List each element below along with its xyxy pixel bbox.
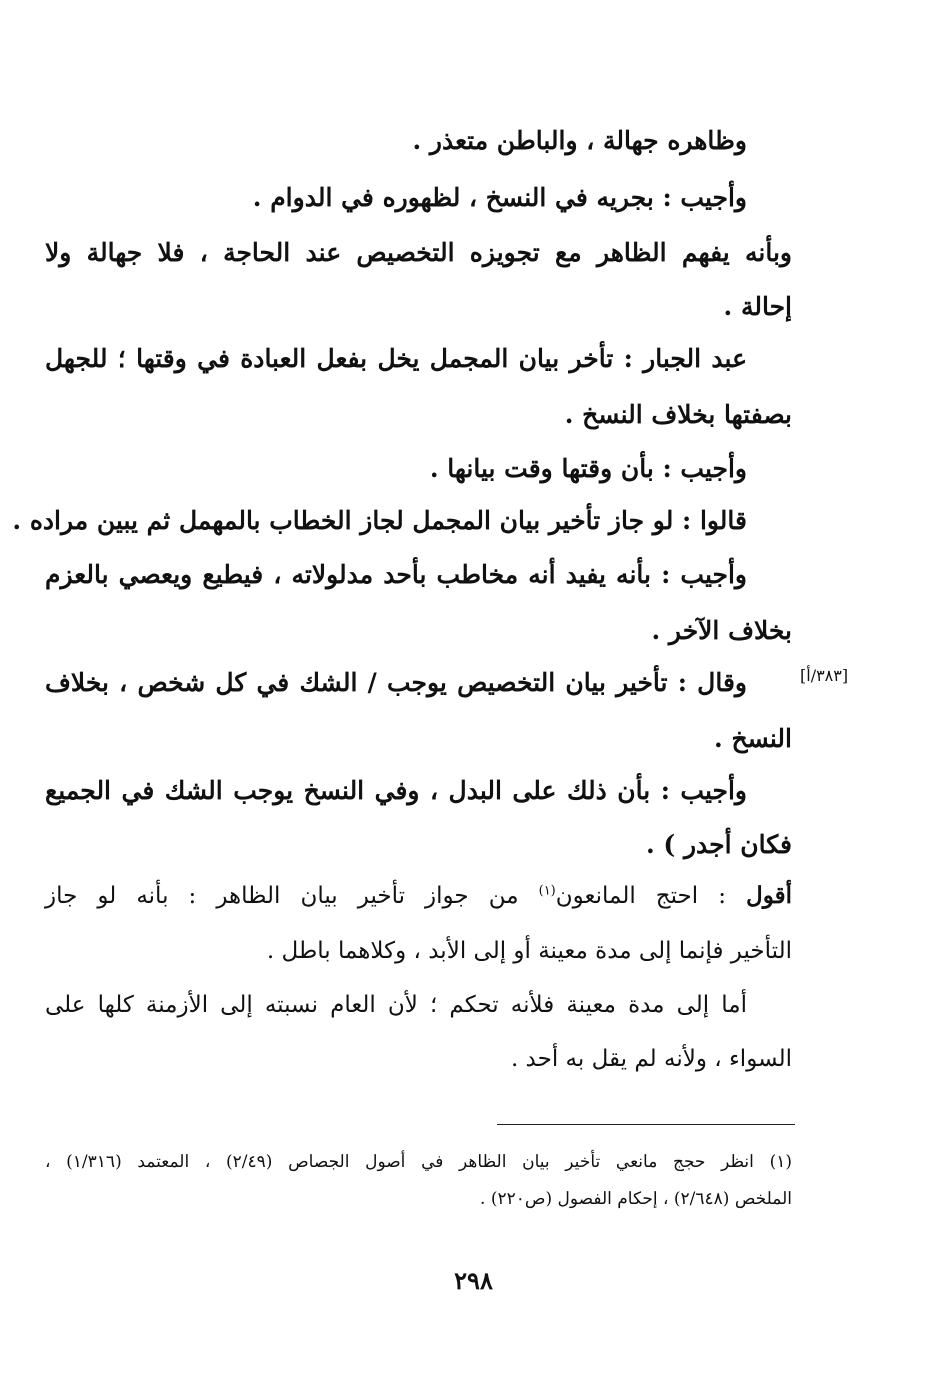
text-line-1: وظاهره جهالة ، والباطن متعذر . (412, 126, 747, 155)
text-line-14: فكان أجدر ) . (646, 830, 792, 859)
commentary-lead: أقول (746, 882, 793, 909)
text-line-7: وأجيب : بأن وقتها وقت بيانها . (429, 454, 747, 483)
commentary-line-1 (45, 884, 792, 908)
text-line-2: وأجيب : بجريه في النسخ ، لظهوره في الدوام . (252, 183, 747, 212)
text-line-8: قالوا : لو جاز تأخير بيان المجمل لجاز الخطاب بالمهمل ثم يبين مراده . (12, 506, 747, 535)
footnote-divider (497, 1124, 795, 1125)
text-line-11: وقال : تأخير بيان التخصيص يوجب / الشك في كل شخص ، بخلاف (45, 668, 747, 697)
margin-folio-note: [٣٨٣/أ] (800, 666, 849, 685)
footnote-line-2: الملخص (٢/٦٤٨) ، إحكام الفصول (ص٢٢٠) . (480, 1189, 792, 1209)
text-line-12: النسخ . (714, 724, 792, 753)
commentary-line-4: السواء ، ولأنه لم يقل به أحد . (510, 1046, 792, 1072)
text-line-5: عبد الجبار : تأخر بيان المجمل يخل بفعل العبادة في وقتها ؛ للجهل (45, 344, 747, 373)
text-line-10: بخلاف الآخر . (651, 616, 792, 645)
text-line-13: وأجيب : بأن ذلك على البدل ، وفي النسخ يوجب الشك في الجميع (45, 776, 747, 805)
commentary-text-tail: من جواز تأخير بيان الظاهر : بأنه لو جاز (45, 883, 519, 909)
footnote-marker: (١) (538, 883, 556, 899)
text-line-6: بصفتها بخلاف النسخ . (564, 400, 792, 429)
page-number: ٢٩٨ (454, 1266, 493, 1295)
text-line-4: إحالة . (723, 292, 792, 321)
text-line-9: وأجيب : بأنه يفيد أنه مخاطب بأحد مدلولاته ، فيطيع ويعصي بالعزم (45, 560, 747, 589)
text-line-3: وبأنه يفهم الظاهر مع تجويزه التخصيص عند الحاجة ، فلا جهالة ولا (45, 238, 792, 267)
footnote-line-1: (١) انظر حجج مانعي تأخير بيان الظاهر في أصول الجصاص (٢/٤٩) ، المعتمد (١/٣١٦) ، (45, 1152, 792, 1172)
commentary-line-3: أما إلى مدة معينة فلأنه تحكم ؛ لأن العام نسبته إلى الأزمنة كلها على (45, 992, 747, 1018)
commentary-text: : احتج المانعون (555, 883, 726, 909)
commentary-line-2: التأخير فإنما إلى مدة معينة أو إلى الأبد ، وكلاهما باطل . (266, 938, 792, 964)
